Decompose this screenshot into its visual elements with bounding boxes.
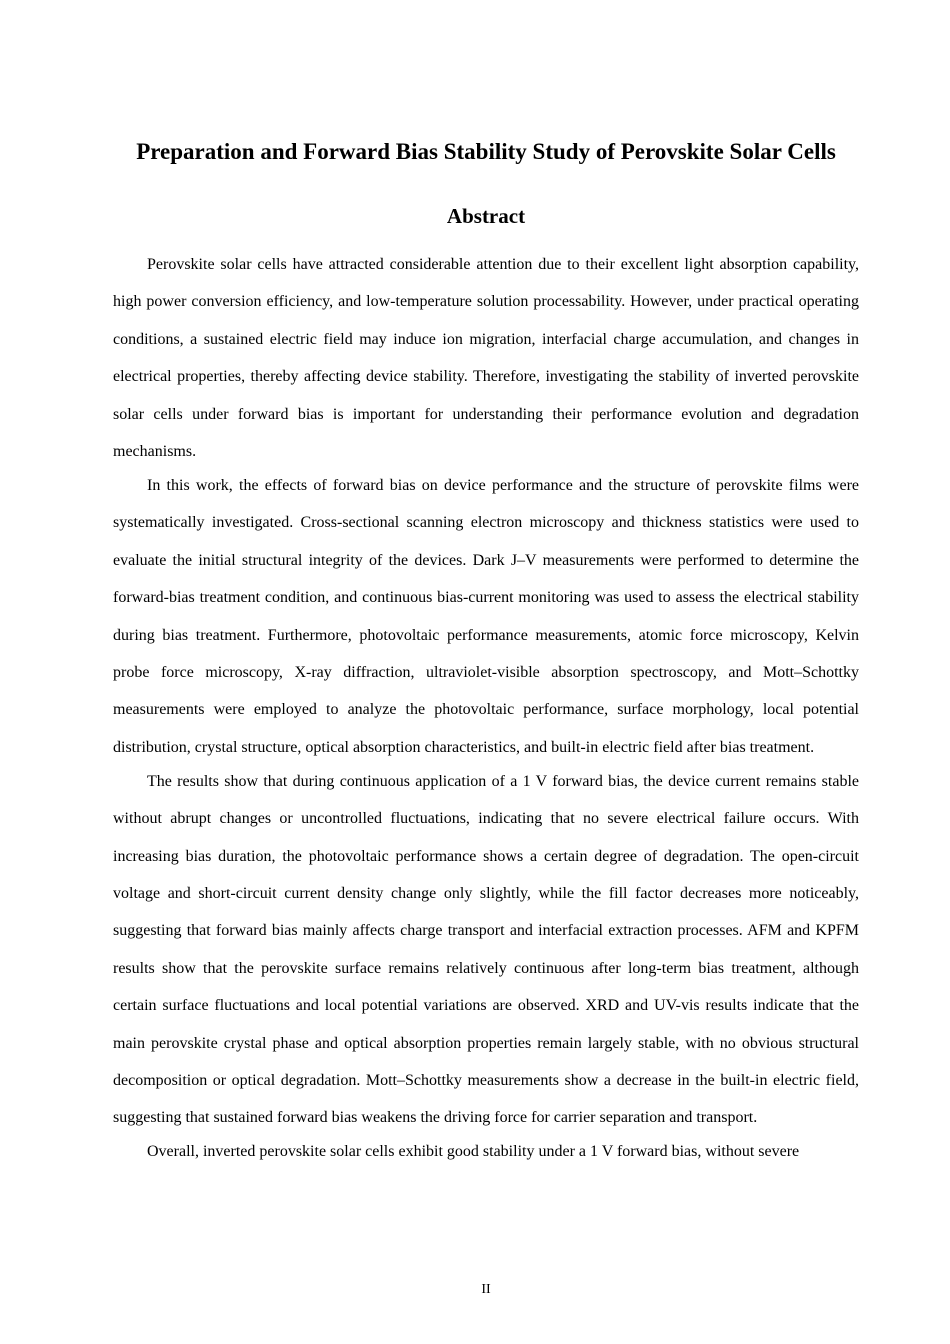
abstract-paragraph: The results show that during continuous application of a 1 V forward bias, the device current remains stable without abrupt changes or uncontrolled fluctuations, indicating that no severe electrical failure occurs. With increasing bias duration, the photovoltaic performance shows a certain degree of degradation. The open-circuit voltage and short-circuit current density change only slightly, while the fill factor decreases more noticeably, suggesting that forward bias mainly affects charge transport and interfacial extraction processes. AFM and KPFM results show that the perovskite surface remains relatively continuous after long-term bias treatment, although certain surface fluctuations and local potential variations are observed. XRD and UV-vis results indicate that the main perovskite crystal phase and optical absorption properties remain largely stable, with no obvious structural decomposition or optical degradation. Mott–Schottky measurements show a decrease in the built-in electric field, suggesting that sustained forward bias weakens the driving force for carrier separation and transport. <box>113 772 859 1127</box>
abstract-paragraph: In this work, the effects of forward bias on device performance and the structure of perovskite films were systematically investigated. Cross-sectional scanning electron microscopy and thickness statistics were used to evaluate the initial structural integrity of the devices. Dark J–V measurements were performed to determine the forward-bias treatment condition, and continuous bias-current monitoring was used to assess the electrical stability during bias treatment. Furthermore, photovoltaic performance measurements, atomic force microscopy, Kelvin probe force microscopy, X-ray diffraction, ultraviolet-visible absorption spectroscopy, and Mott–Schottky measurements were employed to analyze the photovoltaic performance, surface morphology, local potential distribution, crystal structure, optical absorption characteristics, and built-in electric field after bias treatment. <box>113 476 859 756</box>
abstract-paragraph: Overall, inverted perovskite solar cells exhibit good stability under a 1 V forward bias, without severe <box>147 1143 800 1161</box>
paper-title: Preparation and Forward Bias Stability Study of Perovskite Solar Cells <box>136 139 836 164</box>
abstract-paragraph: Perovskite solar cells have attracted considerable attention due to their excellent light absorption capability, high power conversion efficiency, and low-temperature solution processability. However, under practical operating conditions, a sustained electric field may induce ion migration, interfacial charge accumulation, and changes in electrical properties, thereby affecting device stability. Therefore, investigating the stability of inverted perovskite solar cells under forward bias is important for understanding their performance evolution and degradation mechanisms. <box>113 256 859 461</box>
abstract-heading: Abstract <box>446 204 526 228</box>
page-number: II <box>481 1282 491 1297</box>
abstract-body <box>113 246 859 1167</box>
